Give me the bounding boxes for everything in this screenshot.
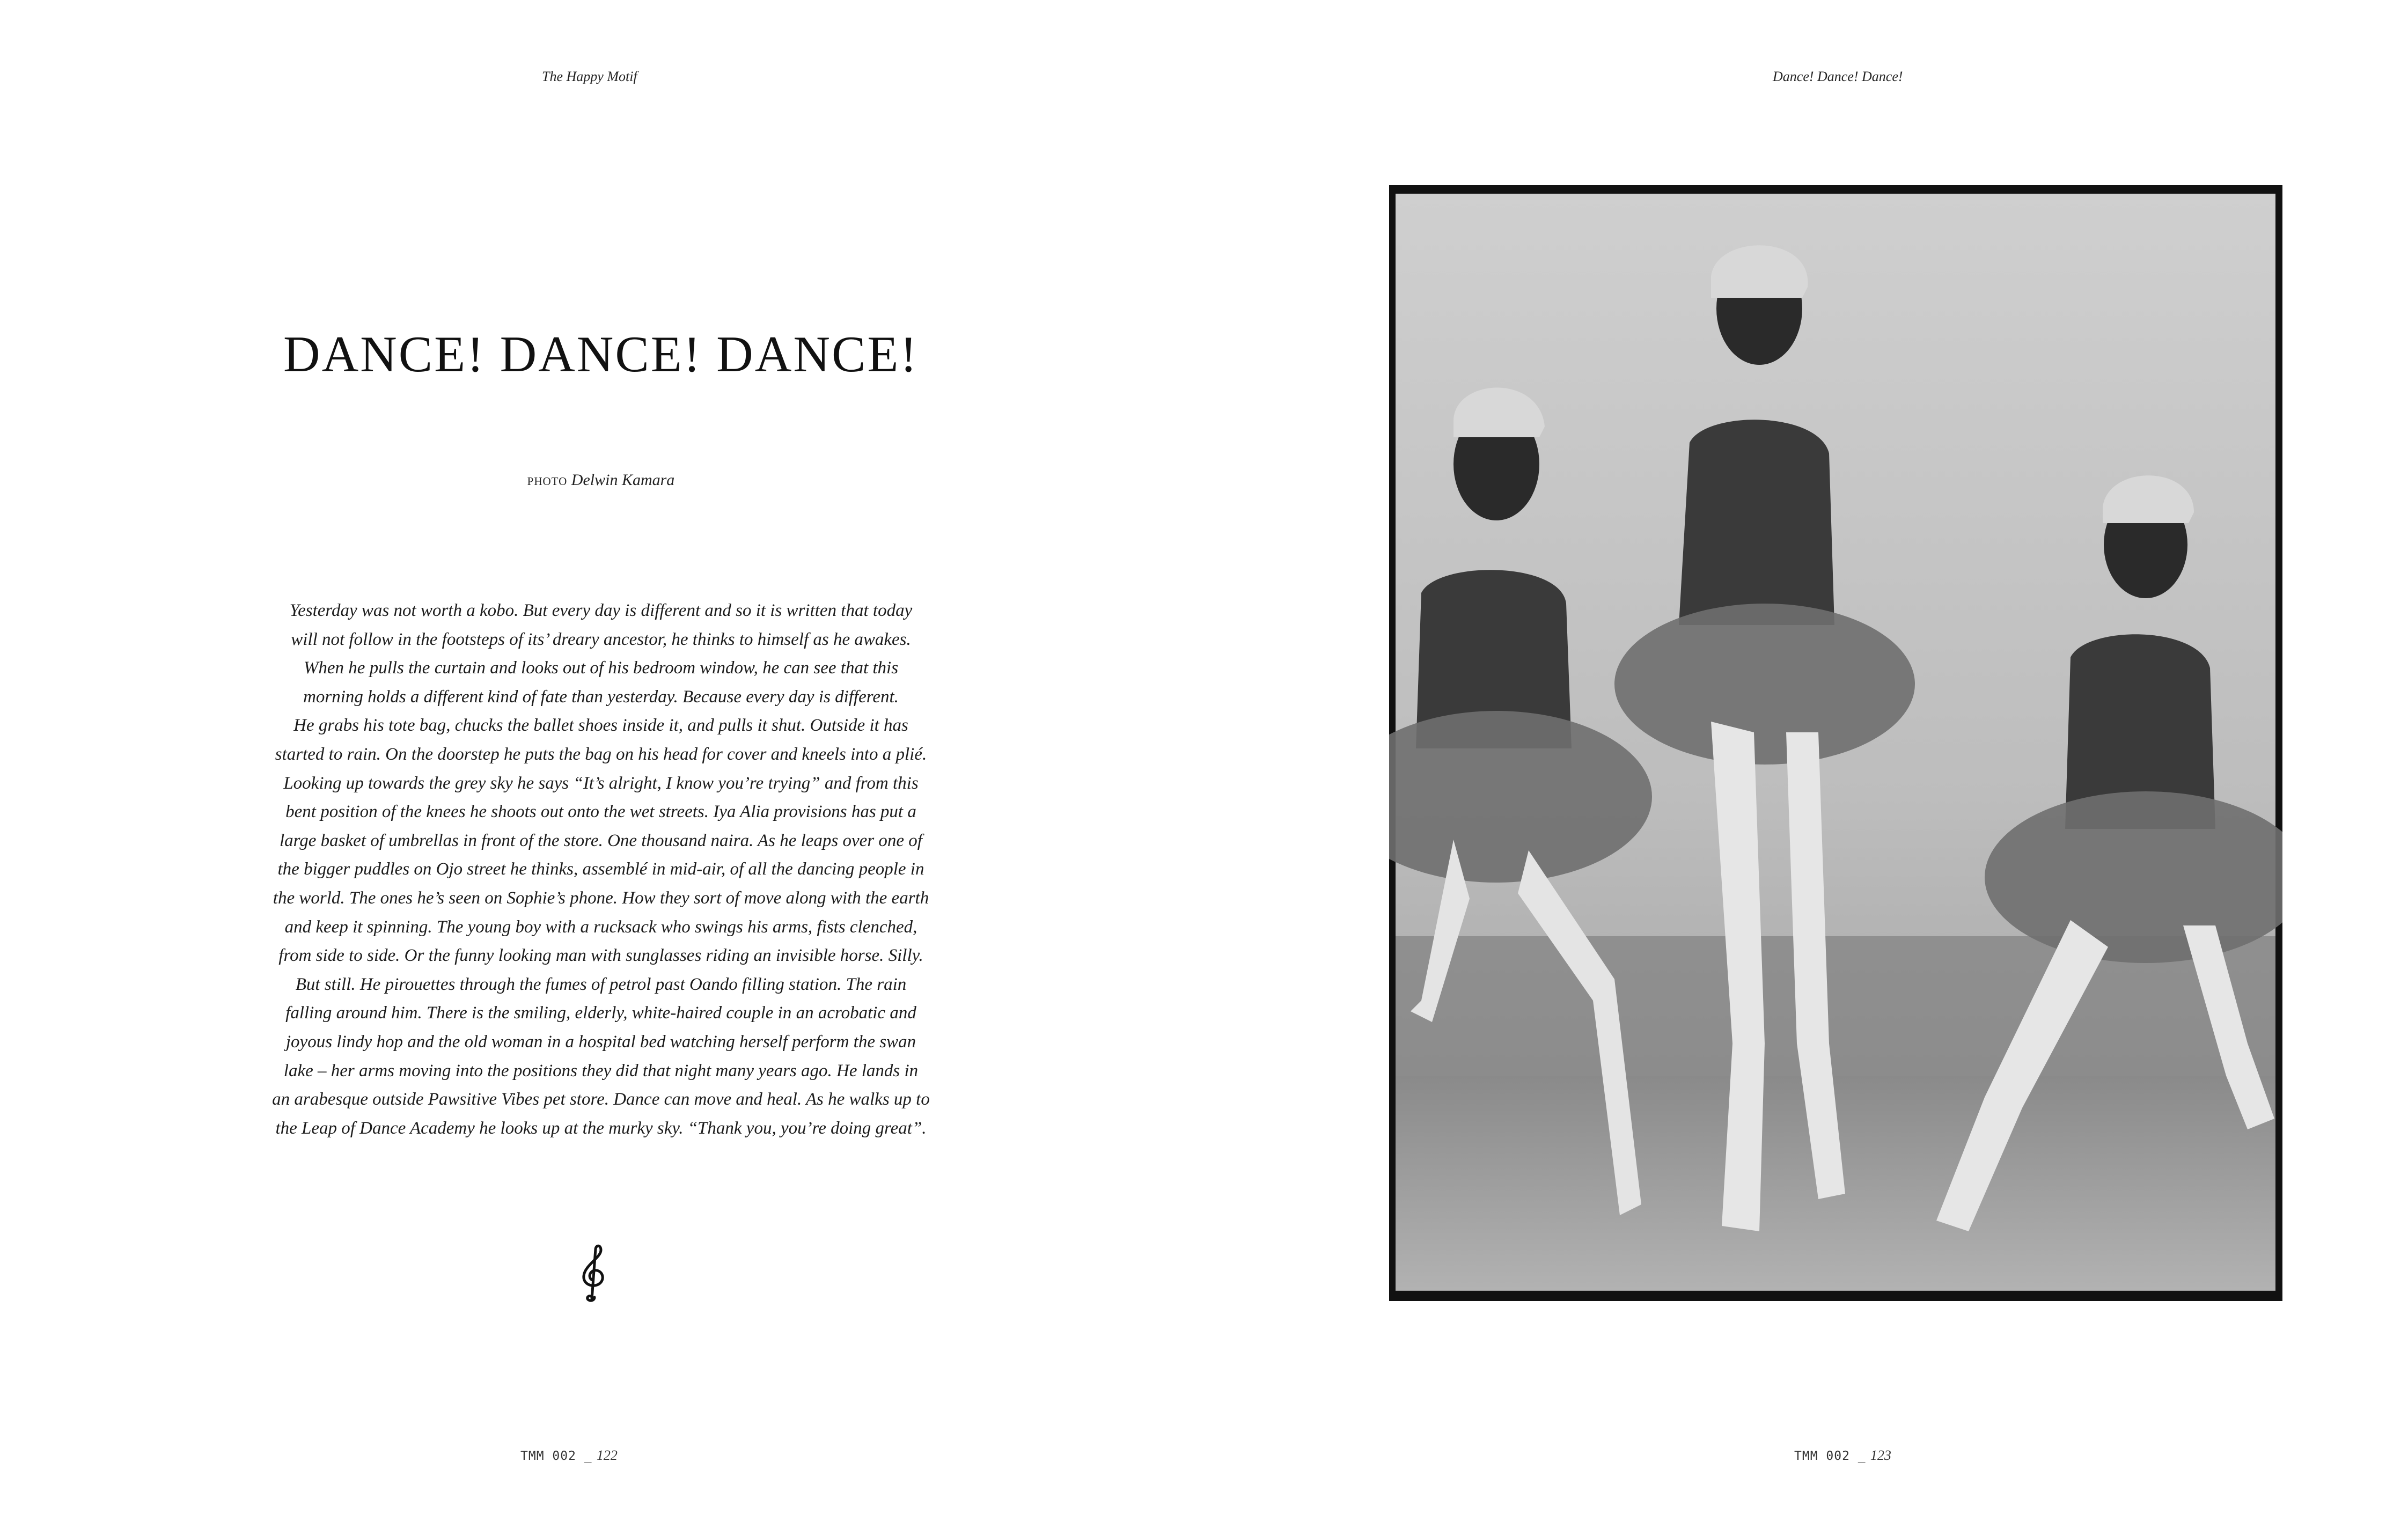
- photo-credit: [376, 471, 826, 489]
- magazine-code: TMM 002 _: [520, 1449, 592, 1463]
- page-folio: [1794, 1447, 1891, 1464]
- body-line: He grabs his tote bag, chucks the ballet shoes inside it, and pulls it shut. Outside it has: [293, 716, 908, 736]
- article-title: DANCE! DANCE! DANCE!: [283, 326, 919, 383]
- page-folio: [520, 1447, 618, 1464]
- body-line: morning holds a different kind of fate than yesterday. Because every day is different.: [303, 687, 899, 707]
- article-body: [252, 597, 950, 1143]
- body-line: bent position of the knees he shoots out onto the wet streets. Iya Alia provisions has put a: [285, 802, 916, 822]
- body-line: falling around him. There is the smiling, elderly, white-haired couple in an acrobatic and: [285, 1003, 916, 1023]
- credit-name: Delwin Kamara: [571, 471, 675, 489]
- body-line: Looking up towards the grey sky he says “It’s alright, I know you’re trying” and from this: [283, 773, 919, 793]
- running-head: Dance! Dance! Dance!: [1773, 69, 1903, 84]
- right-page: [1204, 0, 2408, 1521]
- treble-clef-icon: [574, 1244, 612, 1303]
- body-line: the world. The ones he’s seen on Sophie’s phone. How they sort of move along with the earth: [273, 888, 929, 908]
- magazine-code: TMM 002 _: [1794, 1449, 1866, 1463]
- body-line: and keep it spinning. The young boy with a rucksack who swings his arms, fists clenched,: [284, 917, 917, 937]
- page-number: 122: [596, 1447, 618, 1463]
- body-line: the Leap of Dance Academy he looks up at the murky sky. “Thank you, you’re doing great”.: [275, 1118, 927, 1138]
- page-number: 123: [1870, 1447, 1891, 1463]
- body-line: will not follow in the footsteps of its’ dreary ancestor, he thinks to himself as he awakes.: [291, 629, 911, 649]
- running-head: The Happy Motif: [542, 69, 637, 84]
- body-line: joyous lindy hop and the old woman in a hospital bed watching herself perform the swan: [285, 1032, 916, 1052]
- body-line: the bigger puddles on Ojo street he thinks, assemblé in mid-air, of all the dancing people in: [277, 859, 924, 879]
- body-line: But still. He pirouettes through the fumes of petrol past Oando filling station. The rain: [295, 974, 907, 994]
- body-line: started to rain. On the doorstep he puts the bag on his head for cover and kneels into a plié.: [275, 744, 927, 764]
- body-line: an arabesque outside Pawsitive Vibes pet store. Dance can move and heal. As he walks up to: [272, 1090, 930, 1109]
- body-line: When he pulls the curtain and looks out of his bedroom window, he can see that this: [303, 658, 899, 678]
- credit-label: photo: [527, 471, 568, 489]
- body-line: Yesterday was not worth a kobo. But every day is different and so it is written that today: [289, 601, 913, 620]
- ballet-dancers-photo: [1389, 185, 2282, 1301]
- body-line: from side to side. Or the funny looking man with sunglasses riding an invisible horse. Silly.: [278, 946, 923, 966]
- body-line: lake – her arms moving into the positions they did that night many years ago. He lands in: [283, 1061, 919, 1081]
- body-line: large basket of umbrellas in front of the store. One thousand naira. As he leaps over one of: [280, 831, 922, 850]
